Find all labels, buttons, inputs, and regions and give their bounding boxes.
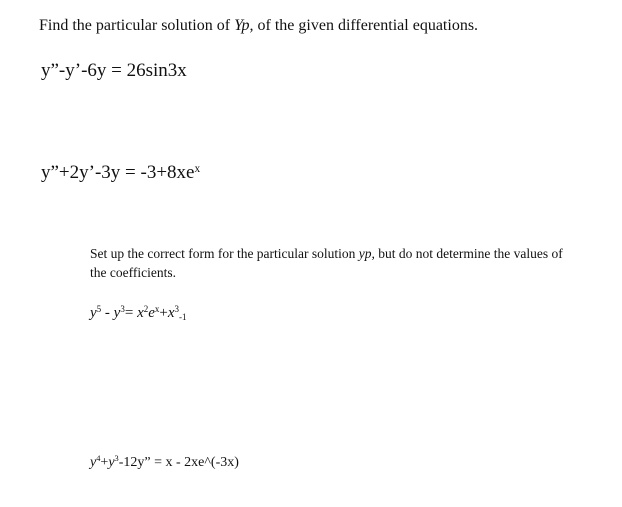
setup-instructions: [90, 244, 570, 282]
eq3-x1: x: [137, 305, 144, 321]
eq3-x1-exp: 2: [143, 304, 149, 315]
intro-after: of the given differential equations.: [253, 17, 479, 34]
setup-before: Set up the correct form for the particular solution: [90, 246, 359, 261]
eq3-e-exp: x: [154, 304, 160, 315]
eq3-tail: -1: [179, 312, 187, 323]
intro-text: [39, 17, 478, 35]
eq4-y2: y: [108, 455, 115, 470]
setup-after: but do not determine the values of the coefficients.: [90, 246, 563, 280]
eq4-plus: +: [100, 455, 109, 470]
intro-before: Find the particular solution of: [39, 17, 235, 34]
eq3-equals: =: [124, 305, 138, 321]
equation-4: [90, 455, 239, 471]
equation-3: [90, 305, 187, 322]
eq4-y1-exp: 4: [96, 454, 101, 464]
equation-2-main: y”+2y’-3y = -3+8xe: [41, 162, 195, 183]
setup-yp: yp,: [358, 246, 375, 261]
eq4-rest: -12y” = x - 2xe^(-3x): [118, 455, 239, 470]
eq3-y1-exp: 5: [96, 304, 102, 315]
equation-2-exponent: x: [194, 162, 201, 175]
eq4-y2-exp: 3: [114, 454, 119, 464]
intro-yp: Yp,: [234, 17, 254, 34]
eq3-y1: y: [90, 305, 97, 321]
equation-1: y”-y’-6y = 26sin3x: [41, 60, 187, 81]
eq4-y1: y: [90, 455, 97, 470]
eq3-x2: x: [167, 305, 175, 321]
equation-2: [41, 162, 200, 184]
eq3-minus: -: [101, 305, 114, 321]
eq3-plus: +: [159, 305, 168, 321]
eq3-e: e: [148, 305, 155, 321]
eq3-y2-exp: 3: [120, 304, 125, 315]
eq3-y2: y: [113, 305, 121, 321]
eq3-x2-exp: 3: [174, 304, 180, 315]
